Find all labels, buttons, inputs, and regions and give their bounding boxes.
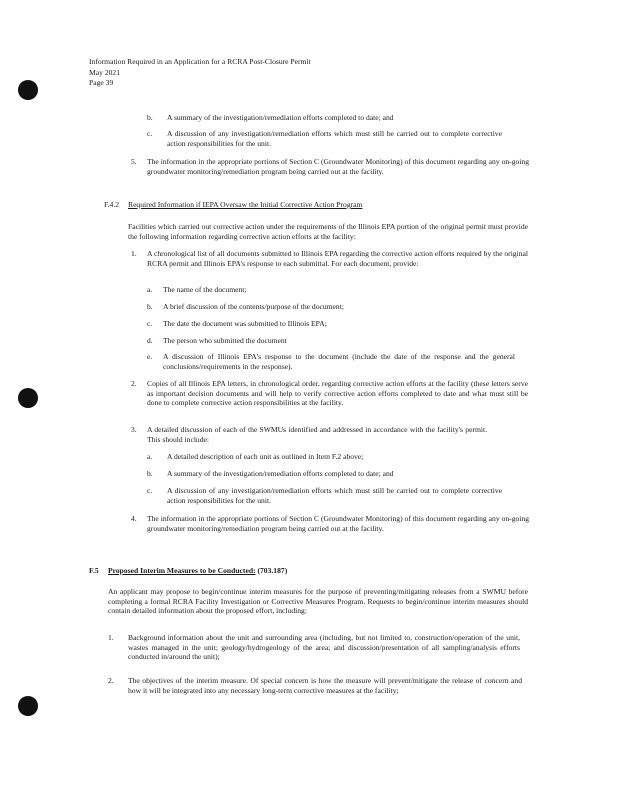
list-label: 1. — [108, 633, 114, 642]
section-heading-text: Proposed Interim Measures to be Conducted: — [108, 566, 256, 575]
section-heading — [108, 566, 287, 576]
list-label: e. — [147, 352, 153, 361]
paragraph: Facilities which carried out corrective action under the requirements of the Illinois EPA portion of the original permit must provide the following information regarding corrective action efforts at the facility: — [128, 222, 528, 241]
list-item: A chronological list of all documents submitted to Illinois EPA regarding the corrective action efforts required by the original RCRA permit and Illinois EPA's response to each submittal. For each document, provide: — [147, 249, 528, 268]
list-label: b. — [147, 113, 153, 122]
header-title: Information Required in an Application for a RCRA Post-Closure Permit — [89, 57, 311, 66]
list-item: The information in the appropriate portions of Section C (Groundwater Monitoring) of this document regarding any on-going groundwater monitoring/remediation program being carried out at the facility. — [147, 157, 529, 176]
header-page-number: Page 39 — [89, 78, 114, 87]
page-header — [89, 57, 311, 89]
list-label: 2. — [108, 676, 114, 685]
list-item: A summary of the investigation/remediation efforts completed to date; and — [167, 469, 394, 478]
list-item: A summary of the investigation/remediation efforts completed to date; and — [167, 113, 394, 122]
list-item: The information in the appropriate portions of Section C (Groundwater Monitoring) of this document regarding any on-going groundwater monitoring/remediation program being carried out at the facility. — [147, 514, 529, 533]
section-number: F.4.2 — [104, 200, 120, 209]
list-label: a. — [147, 452, 153, 461]
list-label: 5. — [131, 157, 137, 166]
punch-hole-top — [18, 80, 38, 100]
list-label: b. — [147, 302, 153, 311]
list-label: 2. — [131, 379, 137, 388]
list-label: 1. — [131, 249, 137, 258]
section-citation: (703.187) — [257, 566, 288, 575]
list-label: c. — [147, 486, 153, 495]
list-item: The date the document was submitted to Illinois EPA; — [163, 319, 327, 328]
list-item: A discussion of any investigation/remediation efforts which must still be carried out to complete corrective action responsibilities for the unit. — [167, 486, 502, 505]
list-label: c. — [147, 319, 153, 328]
section-heading: Required Information if IEPA Oversaw the Initial Corrective Action Program — [128, 200, 363, 209]
list-item: Background information about the unit and surrounding area (including, but not limited to, construction/operation of the unit, wastes managed in the unit; geology/hydrogeology of the area; and discussion/presentation of all sampling/analysis efforts conducted in/around the unit); — [128, 633, 520, 662]
list-label: d. — [147, 336, 153, 345]
list-label: 4. — [131, 514, 137, 523]
list-item: A discussion of Illinois EPA's response to the document (include the date of the response and the general conclusions/requirements in the response). — [163, 352, 515, 371]
list-item: The person who submitted the document — [163, 336, 287, 345]
header-date: May 2021 — [89, 67, 121, 77]
punch-hole-bottom — [18, 696, 38, 716]
punch-hole-middle — [18, 388, 38, 408]
list-item: The objectives of the interim measure. Of special concern is how the measure will prevent/mitigate the release of concern and how it will be integrated into any necessary long-term corrective measures at the facility; — [128, 676, 522, 695]
list-item: A detailed description of each unit as outlined in Item F.2 above; — [167, 452, 364, 461]
list-label: 3. — [131, 425, 137, 434]
list-label: b. — [147, 469, 153, 478]
list-item: A discussion of any investigation/remediation efforts which must still be carried out to complete corrective action responsibilities for the unit. — [167, 129, 502, 148]
list-label: c. — [147, 129, 153, 138]
list-item: The name of the document; — [163, 285, 247, 294]
list-item: Copies of all Illinois EPA letters, in chronological order, regarding corrective action efforts at the facility (these letters serve as important decision documents and will help to verify corrective action efforts completed to date and what must still be done to complete corrective action responsibilities at the facility. — [147, 379, 528, 408]
list-item: A brief discussion of the contents/purpose of the document; — [163, 302, 344, 311]
list-item: A detailed discussion of each of the SWMUs identified and addressed in accordance with the facility's permit. This should include: — [147, 425, 487, 444]
list-label: a. — [147, 285, 153, 294]
paragraph: An applicant may propose to begin/continue interim measures for the purpose of preventing/mitigating releases from a SWMU before completing a formal RCRA Facility Investigation or Corrective Measures Program. Requests to begin/continue interim measures should contain detailed information about the proposed effort, including: — [108, 587, 528, 616]
section-number: F.5 — [89, 566, 99, 575]
